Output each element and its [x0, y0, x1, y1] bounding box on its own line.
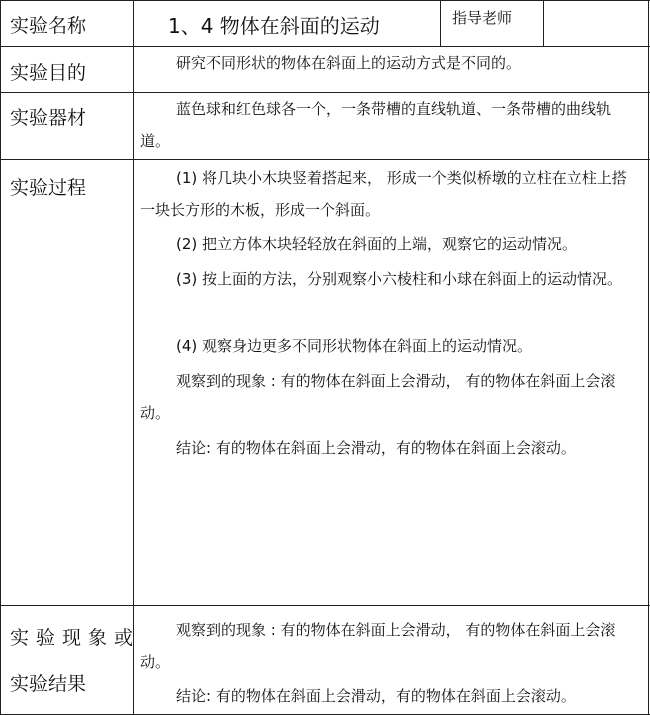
table-rule	[648, 0, 649, 715]
table-rule	[0, 605, 650, 606]
table-rule	[133, 0, 134, 715]
result-observation: 观察到的现象 : 有的物体在斜面上会滑动， 有的物体在斜面上会滚动。	[140, 621, 616, 671]
process-step: (1) 将几块小木块竖着搭起来， 形成一个类似桥墩的立柱在立柱上搭一块长方形的木板，形成一个斜面。	[140, 169, 627, 219]
table-rule	[0, 0, 650, 1]
purpose-text: 研究不同形状的物体在斜面上的运动方式是不同的。	[176, 54, 522, 72]
process-label: 实验过程	[10, 177, 87, 199]
equipment-label: 实验器材	[10, 107, 87, 129]
result-label-line2: 实验结果	[10, 673, 87, 695]
table-rule	[0, 159, 650, 160]
process-step: (4) 观察身边更多不同形状物体在斜面上的运动情况。	[176, 337, 533, 355]
purpose-label: 实验目的	[10, 62, 87, 84]
process-observation: 观察到的现象 : 有的物体在斜面上会滑动， 有的物体在斜面上会滚动。	[140, 372, 616, 422]
table-rule	[440, 0, 441, 46]
equipment-text: 蓝色球和红色球各一个，一条带槽的直线轨道、一条带槽的曲线轨道。	[140, 100, 612, 150]
result-conclusion: 结论: 有的物体在斜面上会滑动，有的物体在斜面上会滚动。	[176, 687, 576, 705]
process-conclusion: 结论: 有的物体在斜面上会滑动，有的物体在斜面上会滚动。	[176, 439, 576, 457]
experiment-title: 1、4 物体在斜面的运动	[168, 14, 380, 38]
table-rule	[0, 0, 1, 715]
process-step: (3) 按上面的方法，分别观察小六棱柱和小球在斜面上的运动情况。	[176, 270, 623, 288]
teacher-label: 指导老师	[452, 9, 513, 27]
experiment-name-label: 实验名称	[10, 15, 87, 37]
result-label-line1: 实验现象或	[10, 627, 141, 649]
table-rule	[543, 0, 544, 46]
process-step: (2) 把立方体木块轻轻放在斜面的上端，观察它的运动情况。	[176, 235, 578, 253]
